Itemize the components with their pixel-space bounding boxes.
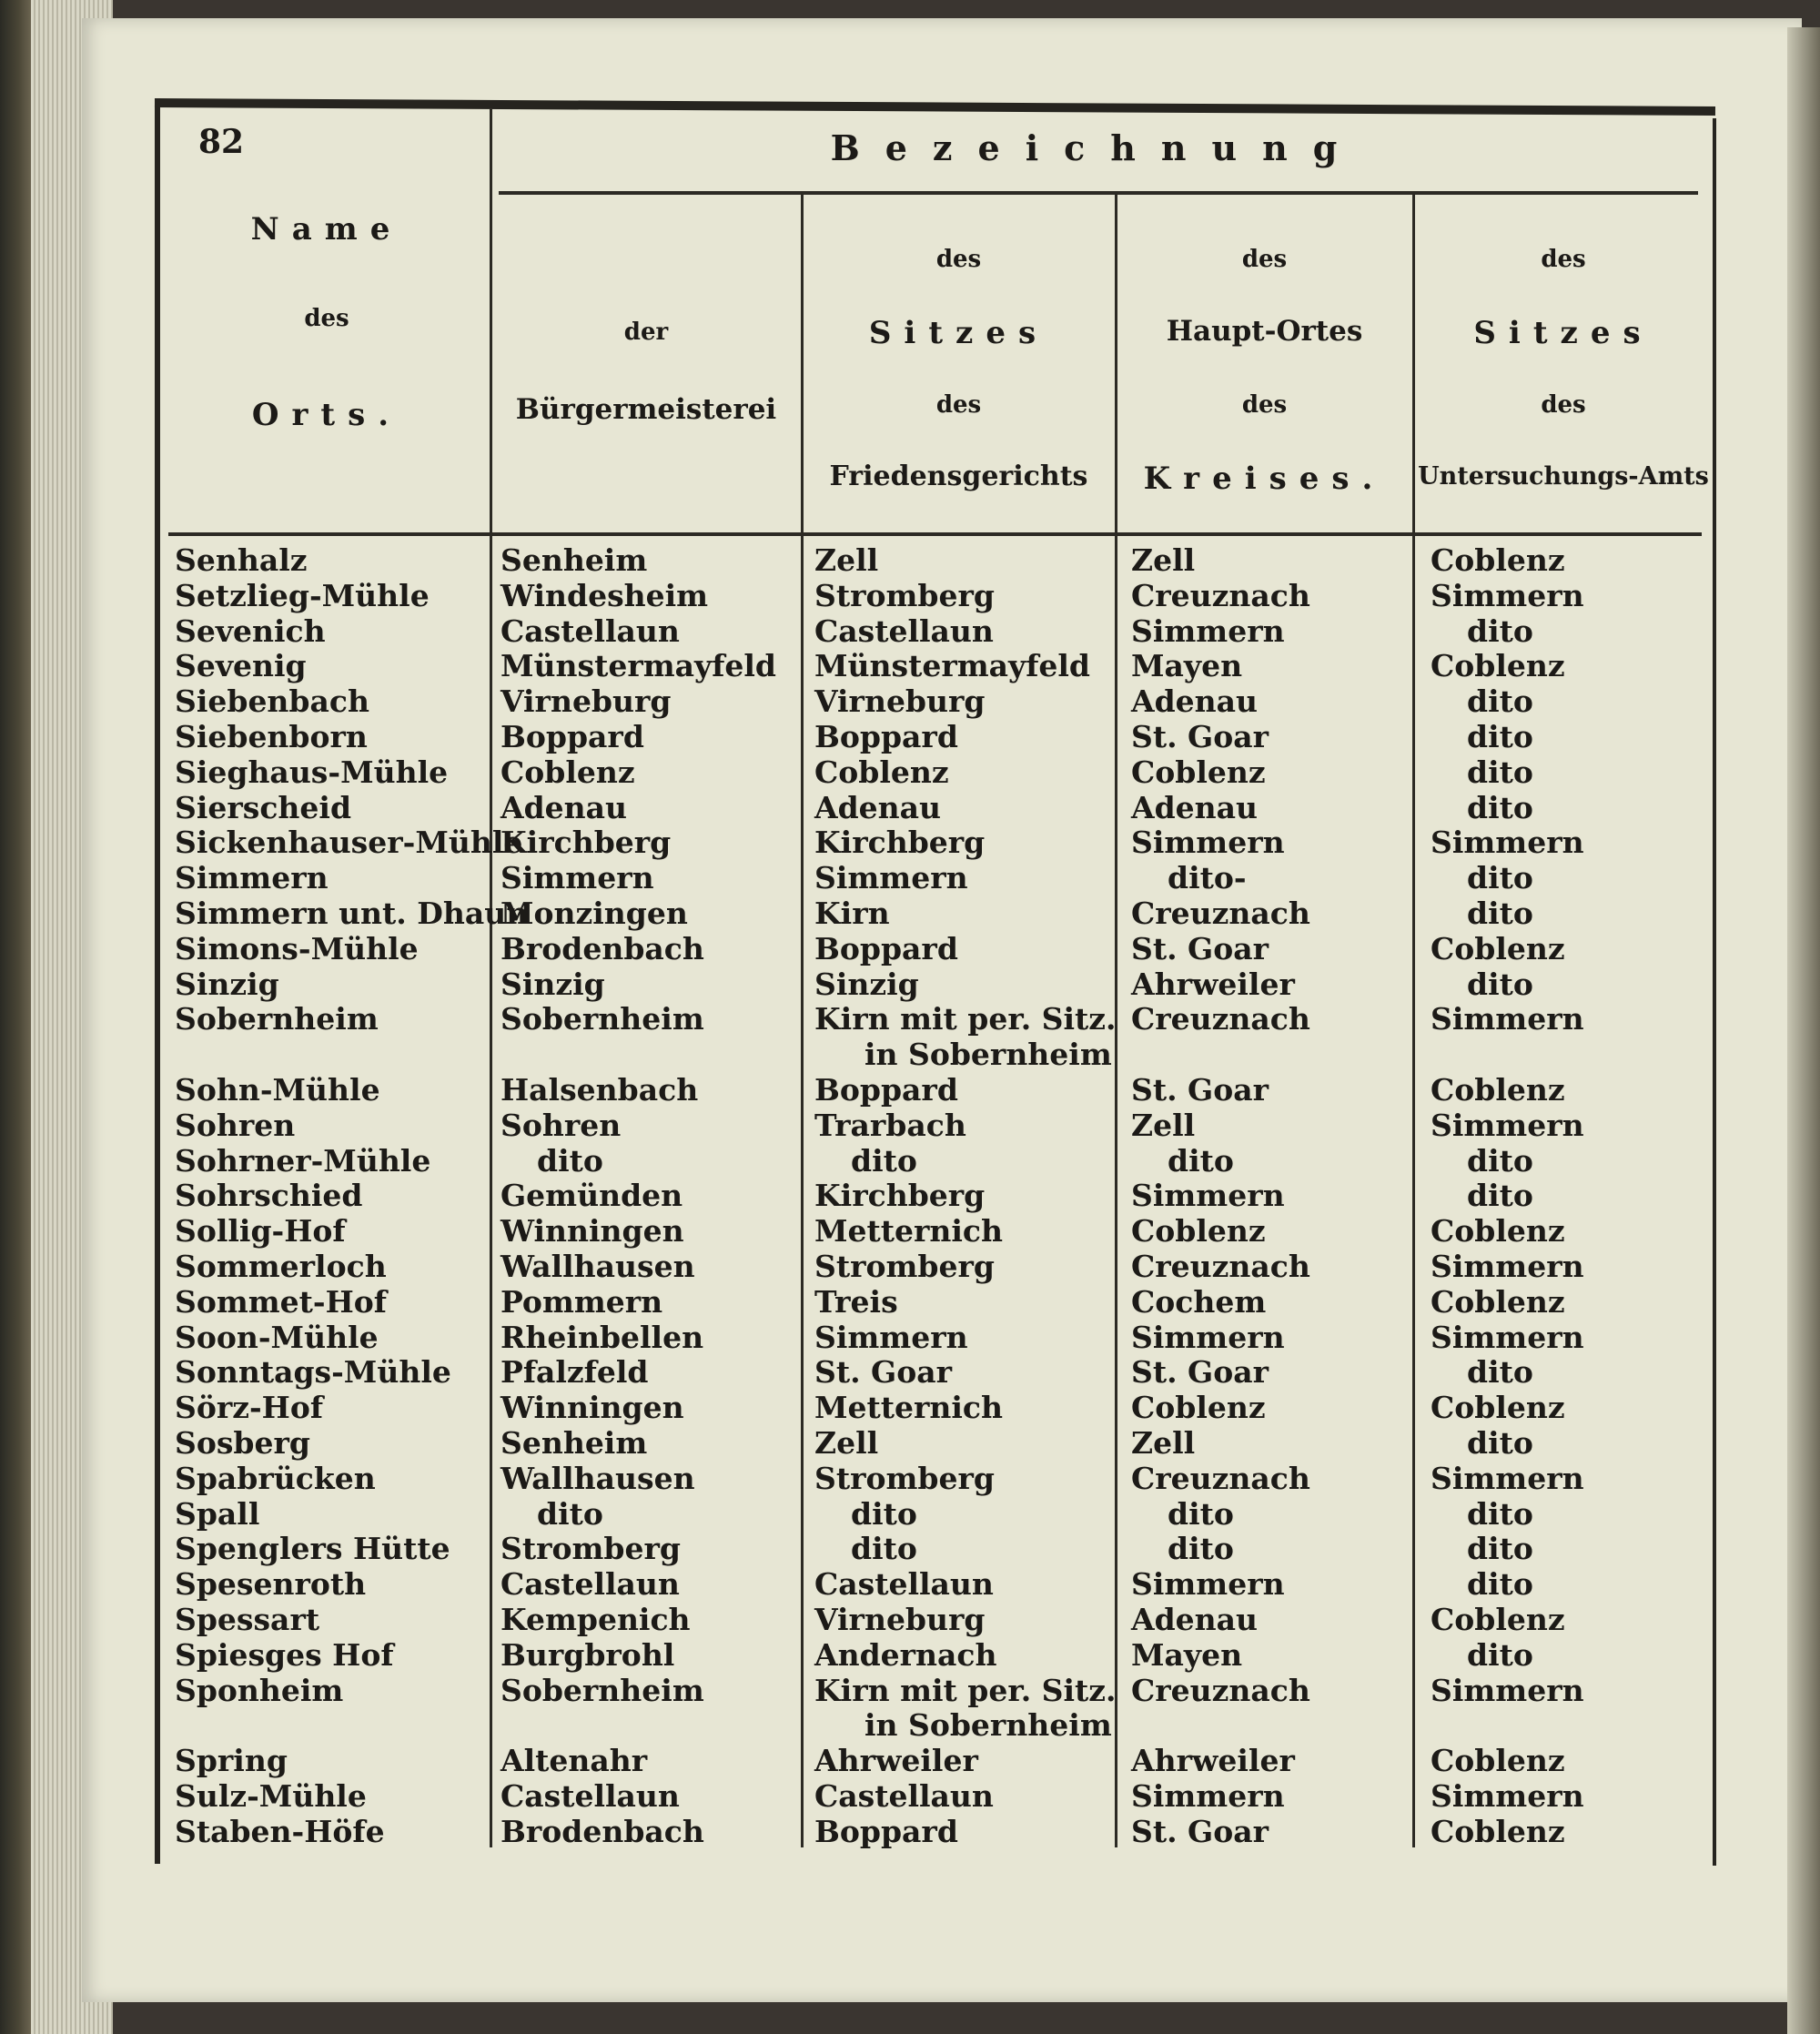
place-name: Staben-Höfe: [175, 1813, 385, 1849]
district-town: St. Goar: [1131, 930, 1269, 966]
investigation-office: dito: [1467, 895, 1533, 931]
heading-rule: [499, 191, 1698, 195]
place-name: Simmern: [175, 860, 329, 896]
header-bottom-rule: [168, 532, 1702, 536]
investigation-office: dito: [1467, 718, 1533, 754]
investigation-office: Simmern: [1431, 1001, 1584, 1037]
court-seat: Andernach: [814, 1636, 997, 1673]
investigation-office: Coblenz: [1431, 1813, 1565, 1849]
district-header-line2: Haupt-Ortes: [1166, 315, 1363, 348]
investigation-office: dito: [1467, 966, 1533, 1002]
district-town: Simmern: [1131, 612, 1285, 649]
district-town: Cochem: [1131, 1283, 1267, 1320]
investigation-office: dito: [1467, 1178, 1533, 1214]
district-town: Coblenz: [1131, 1213, 1266, 1250]
court-seat: Virneburg: [814, 1601, 986, 1637]
district-town: Adenau: [1131, 1601, 1259, 1637]
table-row: [164, 649, 1711, 684]
table-row: [164, 1815, 1711, 1850]
place-name: Sonntags-Mühle: [175, 1354, 451, 1391]
table-row: [164, 1285, 1711, 1321]
book-spine: [0, 0, 31, 2034]
place-name: Sohrner-Mühle: [175, 1142, 431, 1179]
place-name: Soon-Mühle: [175, 1319, 379, 1355]
district-header-line4: Kreises.: [1143, 460, 1386, 497]
place-name: Sevenich: [175, 612, 326, 649]
table-row: [164, 1179, 1711, 1214]
district-header-line3: des: [1241, 391, 1288, 419]
mayoralty: Burgbrohl: [500, 1636, 675, 1673]
court-seat: Stromberg: [814, 1248, 995, 1284]
place-name: Spall: [175, 1495, 260, 1532]
court-seat: Zell: [814, 1424, 879, 1461]
district-town: Coblenz: [1131, 1390, 1266, 1426]
investigation-office: Simmern: [1431, 825, 1584, 861]
district-town: St. Goar: [1131, 718, 1269, 754]
mayoralty: Halsenbach: [500, 1071, 699, 1108]
mayoralty: Monzingen: [500, 895, 688, 931]
place-name: Spesenroth: [175, 1566, 367, 1603]
place-name: Sollig-Hof: [175, 1213, 346, 1250]
district-town: dito-: [1168, 860, 1247, 896]
court-seat: Boppard: [814, 1813, 958, 1849]
court-header-line2: Sitzes: [868, 315, 1049, 351]
table-row: [164, 861, 1711, 896]
court-seat-continued: in Sobernheim: [864, 1037, 1112, 1073]
place-name: Sieghaus-Mühle: [175, 754, 449, 790]
table-row: [164, 684, 1711, 720]
name-header-line3: Orts.: [251, 397, 402, 433]
investigation-office: dito: [1467, 1531, 1533, 1567]
mayoralty: Münstermayfeld: [500, 648, 776, 684]
place-name: Sohren: [175, 1107, 296, 1143]
court-seat: Treis: [814, 1283, 898, 1320]
investigation-office: Simmern: [1431, 1319, 1584, 1355]
place-table: [164, 543, 1711, 1849]
investigation-office: Coblenz: [1431, 648, 1565, 684]
investigation-office: Coblenz: [1431, 1601, 1565, 1637]
mayoralty: Brodenbach: [500, 1813, 704, 1849]
mayoralty: Virneburg: [500, 683, 672, 720]
district-town: Coblenz: [1131, 754, 1266, 790]
place-name: Simons-Mühle: [175, 930, 419, 966]
investigation-office: dito: [1467, 683, 1533, 720]
mayoralty: Sobernheim: [500, 1001, 704, 1037]
district-town: Simmern: [1131, 1178, 1285, 1214]
investigation-office: Simmern: [1431, 1248, 1584, 1284]
place-name: Spessart: [175, 1601, 320, 1637]
investigation-office: Simmern: [1431, 1107, 1584, 1143]
table-row: [164, 720, 1711, 755]
mayoralty: Gemünden: [500, 1178, 683, 1214]
court-seat: Simmern: [814, 860, 968, 896]
table-row: [164, 1144, 1711, 1179]
court-seat: Sinzig: [814, 966, 919, 1002]
investigation-office: dito: [1467, 1495, 1533, 1532]
investigation-office: dito: [1467, 1142, 1533, 1179]
investigation-office: Coblenz: [1431, 1743, 1565, 1779]
investigation-office: Coblenz: [1431, 542, 1565, 578]
investigation-office: dito: [1467, 789, 1533, 825]
district-town: Simmern: [1131, 1566, 1285, 1603]
mayoralty: Senheim: [500, 542, 648, 578]
court-header-line3: des: [935, 391, 982, 419]
table-row: [164, 1674, 1711, 1745]
district-town: Creuznach: [1131, 1460, 1310, 1496]
table-row: [164, 1567, 1711, 1603]
court-seat: Metternich: [814, 1213, 1004, 1250]
table-row: [164, 1002, 1711, 1073]
court-seat: Trarbach: [814, 1107, 966, 1143]
district-town: Simmern: [1131, 825, 1285, 861]
district-town: St. Goar: [1131, 1071, 1269, 1108]
mayoralty: Rheinbellen: [500, 1319, 704, 1355]
table-row: [164, 1779, 1711, 1815]
court-seat: Boppard: [814, 718, 958, 754]
district-town: Mayen: [1131, 648, 1243, 684]
mayoralty: Senheim: [500, 1424, 648, 1461]
mayoralty: Wallhausen: [500, 1460, 695, 1496]
court-seat-continued: in Sobernheim: [864, 1707, 1112, 1744]
mayoralty: Castellaun: [500, 1777, 680, 1814]
table-left-rule: [155, 98, 160, 1864]
name-header-line2: des: [304, 305, 349, 332]
court-seat: Ahrweiler: [814, 1743, 978, 1779]
mayoralty: Castellaun: [500, 612, 680, 649]
court-header-line4: Friedensgerichts: [829, 460, 1088, 492]
court-seat: Zell: [814, 542, 879, 578]
district-town: St. Goar: [1131, 1354, 1269, 1391]
district-town: Simmern: [1131, 1319, 1285, 1355]
investigation-office: Coblenz: [1431, 1213, 1565, 1250]
investigation-office: Coblenz: [1431, 930, 1565, 966]
court-seat: dito: [851, 1495, 917, 1532]
court-seat: Kirn: [814, 895, 890, 931]
right-page-edge: [1787, 27, 1820, 2034]
place-name: Senhalz: [175, 542, 308, 578]
mayoralty: dito: [537, 1495, 603, 1532]
district-town: Ahrweiler: [1131, 966, 1295, 1002]
table-row: [164, 791, 1711, 826]
place-name: Spenglers Hütte: [175, 1531, 450, 1567]
mayoralty: Sobernheim: [500, 1672, 704, 1708]
office-header-line2: Sitzes: [1473, 315, 1653, 351]
investigation-office: Coblenz: [1431, 1283, 1565, 1320]
district-town: Adenau: [1131, 789, 1259, 825]
mayor-header-line1: der: [623, 319, 669, 346]
mayoralty: Wallhausen: [500, 1248, 695, 1284]
mayoralty: Coblenz: [500, 754, 635, 790]
investigation-office: Simmern: [1431, 1672, 1584, 1708]
table-row: [164, 967, 1711, 1003]
place-name: Sommet-Hof: [175, 1283, 387, 1320]
place-name: Sinzig: [175, 966, 279, 1002]
mayoralty: dito: [537, 1142, 603, 1179]
investigation-office: Coblenz: [1431, 1390, 1565, 1426]
court-seat: Virneburg: [814, 683, 986, 720]
table-row: [164, 1497, 1711, 1533]
court-seat: Stromberg: [814, 1460, 995, 1496]
mayoralty: Sinzig: [500, 966, 605, 1002]
table-row: [164, 1321, 1711, 1356]
mayoralty: Winningen: [500, 1213, 684, 1250]
table-row: [164, 1426, 1711, 1462]
place-name: Sohn-Mühle: [175, 1071, 380, 1108]
mayoralty: Pfalzfeld: [500, 1354, 649, 1391]
court-seat: Coblenz: [814, 754, 949, 790]
table-row: [164, 543, 1711, 579]
court-seat: Castellaun: [814, 612, 994, 649]
court-seat: Kirchberg: [814, 825, 986, 861]
court-seat: Adenau: [814, 789, 942, 825]
mayoralty: Castellaun: [500, 1566, 680, 1603]
court-seat: Simmern: [814, 1319, 968, 1355]
place-name: Sommerloch: [175, 1248, 387, 1284]
investigation-office: dito: [1467, 860, 1533, 896]
district-town: Simmern: [1131, 1777, 1285, 1814]
mayoralty: Kempenich: [500, 1601, 691, 1637]
place-name: Spiesges Hof: [175, 1636, 394, 1673]
place-name: Siebenbach: [175, 683, 369, 720]
mayoralty: Kirchberg: [500, 825, 672, 861]
district-town: dito: [1168, 1142, 1234, 1179]
district-town: Adenau: [1131, 683, 1259, 720]
place-name: Sickenhauser-Mühle: [175, 825, 523, 861]
court-seat: Boppard: [814, 930, 958, 966]
table-row: [164, 1532, 1711, 1567]
table-row: [164, 1355, 1711, 1391]
investigation-office: dito: [1467, 1354, 1533, 1391]
court-seat: Kirn mit per. Sitz.: [814, 1001, 1117, 1037]
table-row: [164, 825, 1711, 861]
investigation-office: dito: [1467, 612, 1533, 649]
court-seat: Castellaun: [814, 1566, 994, 1603]
table-row: [164, 755, 1711, 791]
place-name: Sierscheid: [175, 789, 352, 825]
court-seat: Kirchberg: [814, 1178, 986, 1214]
table-right-rule: [1713, 118, 1716, 1866]
district-town: dito: [1168, 1495, 1234, 1532]
district-town: Zell: [1131, 1424, 1196, 1461]
district-town: Zell: [1131, 542, 1196, 578]
investigation-office: Simmern: [1431, 577, 1584, 613]
place-name: Siebenborn: [175, 718, 368, 754]
table-row: [164, 1250, 1711, 1285]
page-number: 82: [198, 123, 245, 161]
place-name: Setzlieg-Mühle: [175, 577, 430, 613]
table-row: [164, 1108, 1711, 1144]
office-header-line1: des: [1541, 246, 1586, 273]
mayoralty: Stromberg: [500, 1531, 681, 1567]
table-row: [164, 1073, 1711, 1108]
table-row: [164, 932, 1711, 967]
place-name: Sohrschied: [175, 1178, 363, 1214]
district-header-line1: des: [1241, 246, 1288, 273]
investigation-office: dito: [1467, 1566, 1533, 1603]
court-seat: St. Goar: [814, 1354, 953, 1391]
mayoralty: Sohren: [500, 1107, 622, 1143]
court-seat: dito: [851, 1142, 917, 1179]
mayoralty: Boppard: [500, 718, 644, 754]
district-town: Creuznach: [1131, 895, 1310, 931]
investigation-office: dito: [1467, 1636, 1533, 1673]
office-header-line4: Untersuchungs-Amts: [1418, 462, 1709, 491]
court-seat: dito: [851, 1531, 917, 1567]
table-row: [164, 1214, 1711, 1250]
mayoralty: Pommern: [500, 1283, 663, 1320]
mayoralty: Windesheim: [500, 577, 709, 613]
place-name: Spabrücken: [175, 1460, 376, 1496]
name-header-line1: Name: [250, 211, 403, 248]
investigation-office: dito: [1467, 1424, 1533, 1461]
court-seat: Münstermayfeld: [814, 648, 1090, 684]
place-name: Sörz-Hof: [175, 1390, 324, 1426]
investigation-office: dito: [1467, 754, 1533, 790]
investigation-office: Simmern: [1431, 1460, 1584, 1496]
district-town: Creuznach: [1131, 1248, 1310, 1284]
place-name: Simmern unt. Dhaun: [175, 895, 529, 931]
investigation-office: Coblenz: [1431, 1071, 1565, 1108]
mayor-header-line2: Bürgermeisterei: [515, 393, 777, 426]
court-header-line1: des: [935, 246, 982, 273]
mayoralty: Adenau: [500, 789, 628, 825]
place-name: Sevenig: [175, 648, 307, 684]
place-name: Spring: [175, 1743, 288, 1779]
district-town: Zell: [1131, 1107, 1196, 1143]
table-row: [164, 1462, 1711, 1497]
district-town: Creuznach: [1131, 1001, 1310, 1037]
table-row: [164, 896, 1711, 932]
court-seat: Kirn mit per. Sitz.: [814, 1672, 1117, 1708]
district-town: dito: [1168, 1531, 1234, 1567]
court-seat: Stromberg: [814, 577, 995, 613]
table-row: [164, 1638, 1711, 1674]
table-row: [164, 579, 1711, 614]
table-heading: Bezeichnung: [830, 127, 1363, 168]
mayoralty: Winningen: [500, 1390, 684, 1426]
court-seat: Castellaun: [814, 1777, 994, 1814]
investigation-office: Simmern: [1431, 1777, 1584, 1814]
mayoralty: Altenahr: [500, 1743, 648, 1779]
place-name: Sulz-Mühle: [175, 1777, 367, 1814]
place-name: Sosberg: [175, 1424, 310, 1461]
table-row: [164, 614, 1711, 650]
mayoralty: Simmern: [500, 860, 654, 896]
place-name: Sponheim: [175, 1672, 344, 1708]
district-town: Ahrweiler: [1131, 1743, 1295, 1779]
district-town: Creuznach: [1131, 1672, 1310, 1708]
office-header-line3: des: [1541, 391, 1586, 419]
table-row: [164, 1391, 1711, 1426]
place-name: Sobernheim: [175, 1001, 379, 1037]
district-town: St. Goar: [1131, 1813, 1269, 1849]
court-seat: Boppard: [814, 1071, 958, 1108]
district-town: Mayen: [1131, 1636, 1243, 1673]
district-town: Creuznach: [1131, 577, 1310, 613]
table-row: [164, 1603, 1711, 1638]
table-row: [164, 1744, 1711, 1779]
mayoralty: Brodenbach: [500, 930, 704, 966]
court-seat: Metternich: [814, 1390, 1004, 1426]
